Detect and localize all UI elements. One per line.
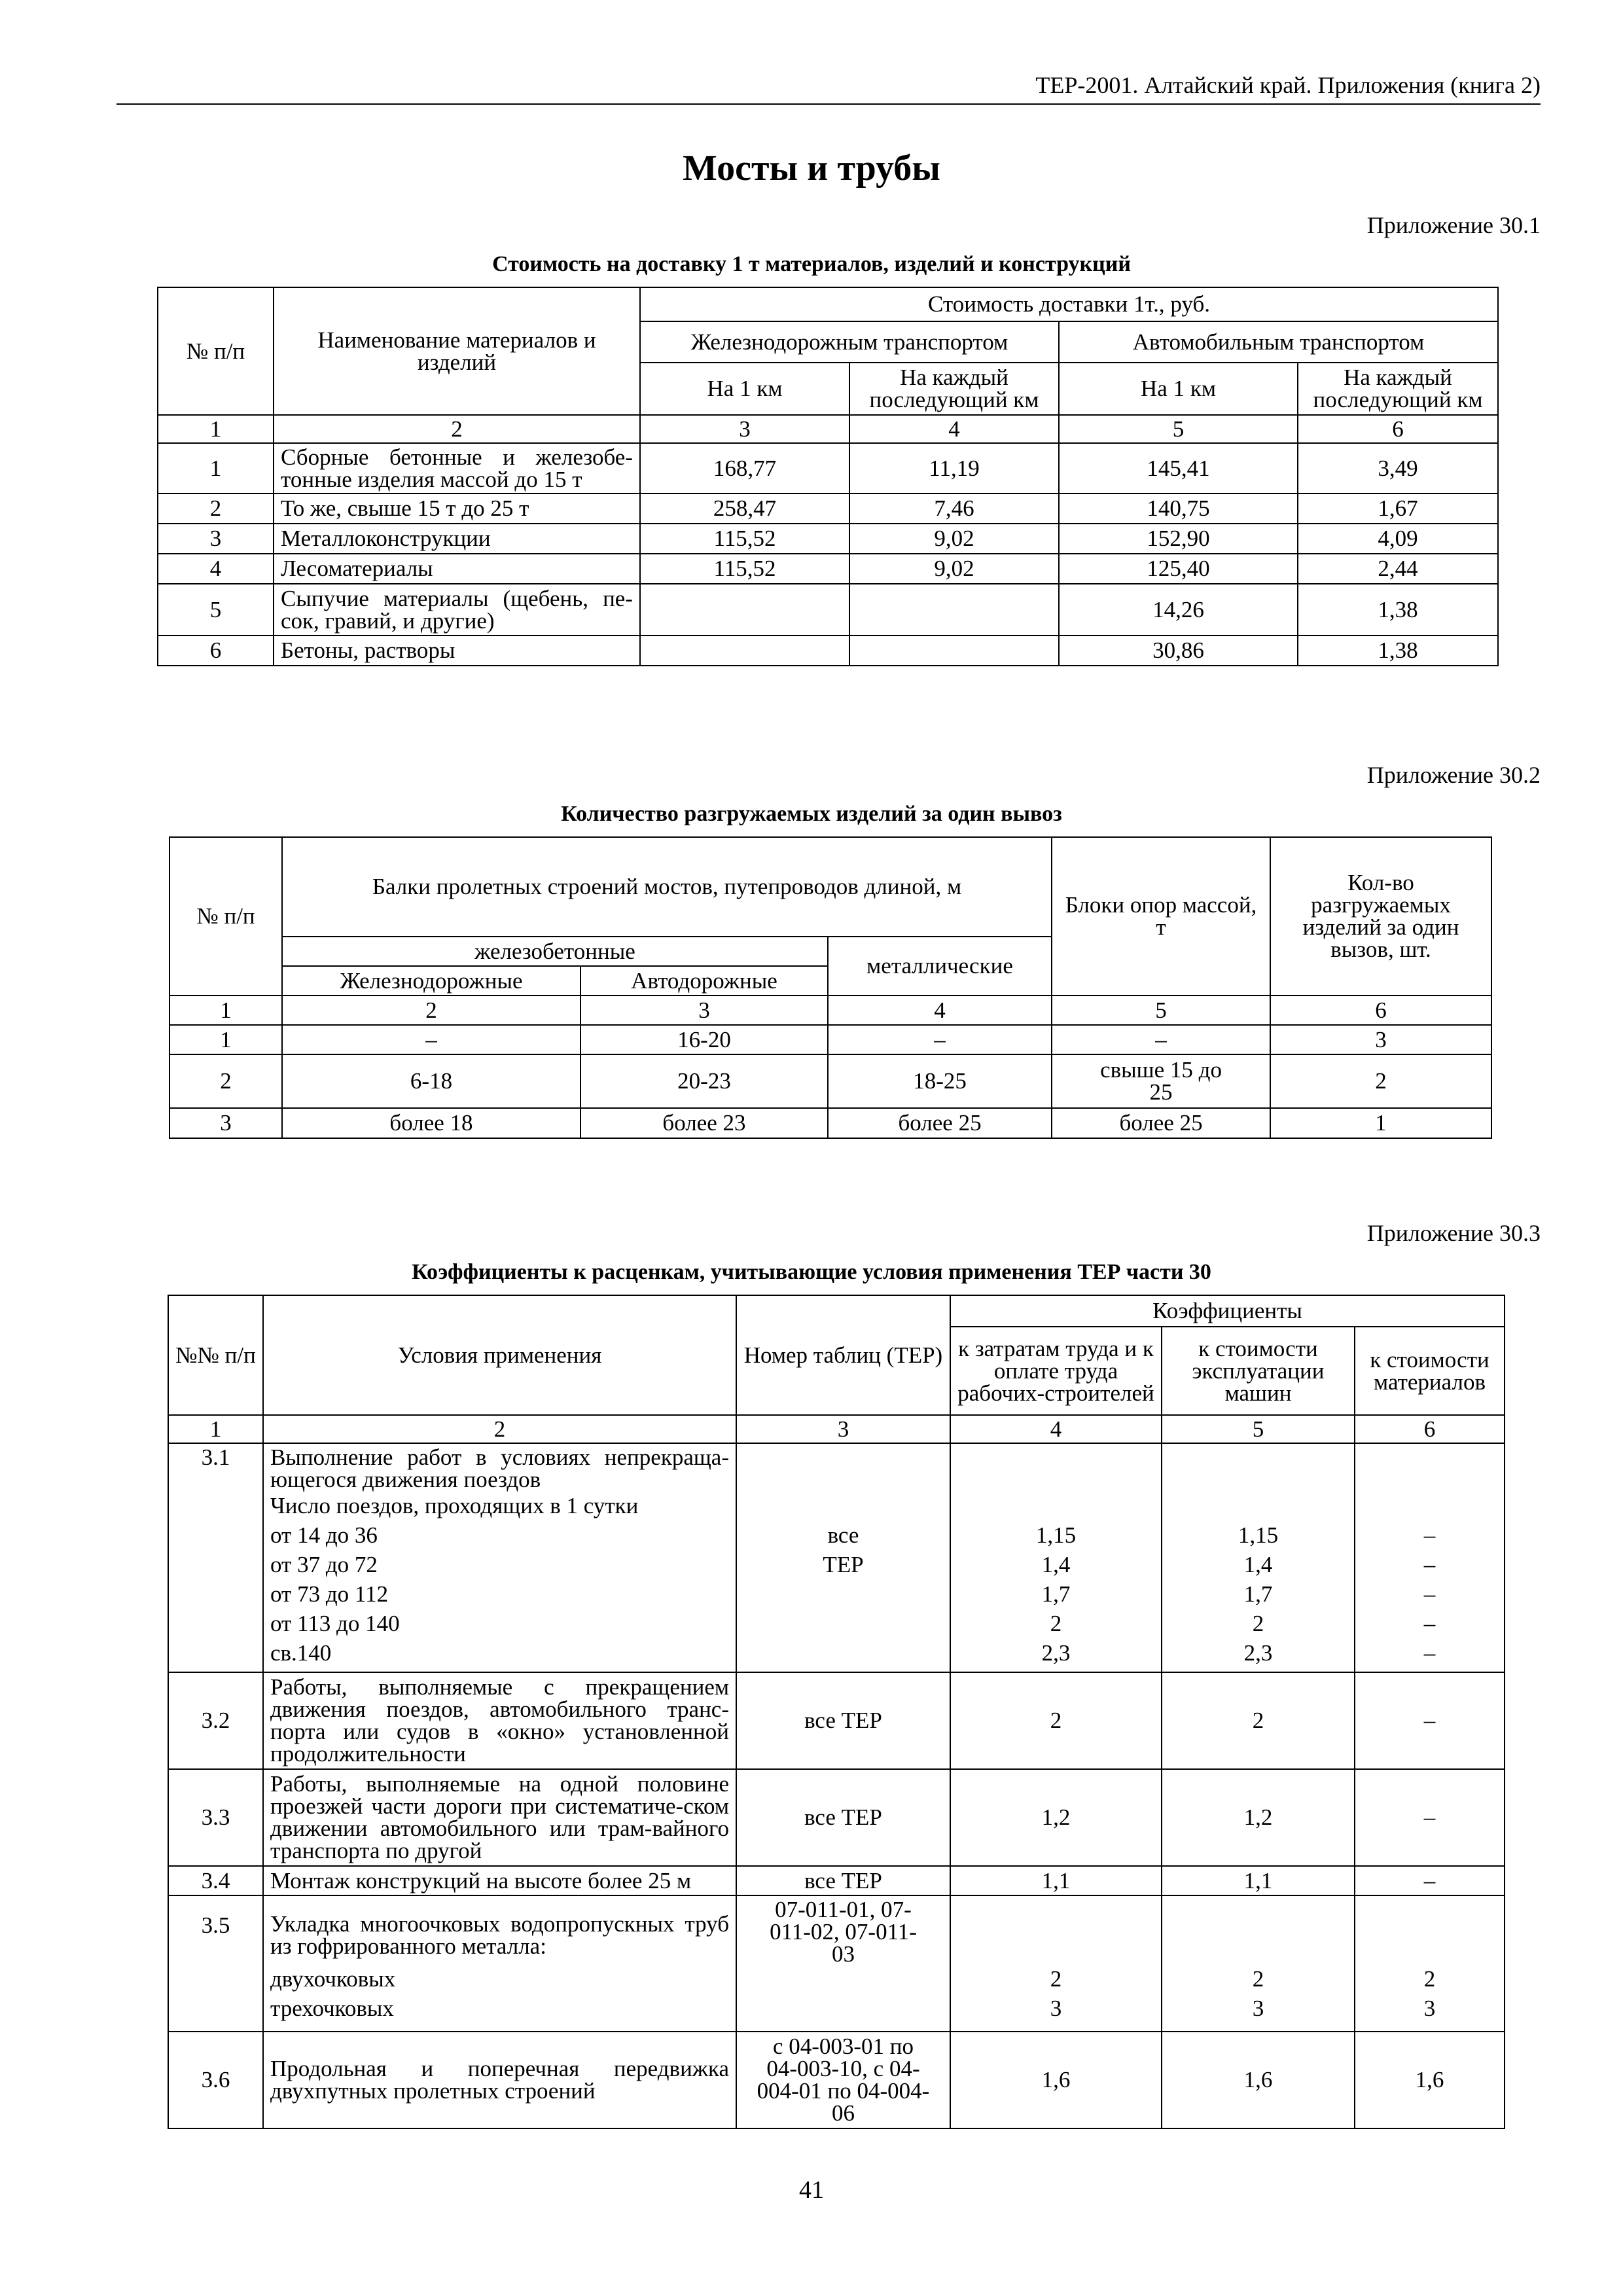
labor-cell [950,1895,1162,2032]
header-machines: к стоимости эксплуатации машин [1162,1327,1355,1415]
materials-cell [1355,1895,1505,2032]
table-row [168,1769,1505,1866]
unload-count: 3 [1270,1025,1491,1054]
materials-coef: – [1423,1522,1436,1548]
col-number: 6 [1355,1415,1505,1443]
labor-coef: 1,7 [1041,1581,1071,1607]
row-num: 5 [158,584,274,636]
condition-text: Работы, выполняемые с прекращением движения поездов, автомобильного транс-порта или судов в «окно» установленной продолжительности [263,1672,736,1769]
header-cost: Стоимость доставки 1т., руб. [640,287,1498,321]
col-number: 2 [282,996,580,1025]
materials-coef: – [1355,1769,1505,1866]
header-conditions: Условия применения [263,1295,736,1415]
machines-cell [1162,1895,1355,2032]
col-number: 2 [274,415,640,443]
materials-coef: 2 [1423,1966,1436,1992]
labor-coef: 2 [1050,1966,1062,1992]
railway-length: – [282,1025,580,1054]
header-railway: Железнодорожные [282,966,580,996]
header-auto-each-km: На каждый последующий км [1298,363,1498,415]
auto-each-km: 3,49 [1298,443,1498,493]
rail-per-km: 168,77 [640,443,849,493]
running-header: ТЕР-2001. Алтайский край. Приложения (книга 2) [1035,72,1541,98]
auto-per-km: 152,90 [1059,524,1298,554]
metal-length: 18-25 [828,1054,1052,1108]
machines-coef: 1,4 [1243,1552,1273,1577]
page-title: Мосты и трубы [682,148,941,188]
pipe-type: трехочковых [270,1996,394,2021]
labor-coef: 2,3 [1041,1640,1071,1666]
material-name: Сыпучие материалы (щебень, пе-сок, гравий, и другие) [274,584,640,636]
machines-coef: 1,1 [1162,1866,1355,1895]
auto-each-km: 1,38 [1298,584,1498,636]
conditions-cell [263,1443,736,1672]
table-row [168,1672,1505,1769]
col-number: 6 [1298,415,1498,443]
row-num: 3.6 [168,2032,263,2128]
rail-each-km: 9,02 [849,554,1059,584]
pipe-type: двухочковых [270,1966,396,1992]
table-number: 07-011-01, 07-011-02, 07-011-03 [736,1895,950,2032]
labor-coef: 1,1 [950,1866,1162,1895]
material-name: Сборные бетонные и железобе-тонные изделия массой до 15 т [274,443,640,493]
row-num: 2 [169,1054,282,1108]
condition-subheading: Число поездов, проходящих в 1 сутки [270,1493,639,1518]
condition-text: Продольная и поперечная передвижка двухпутных пролетных строений [263,2032,736,2128]
labor-coef: 2 [950,1672,1162,1769]
header-blocks: Блоки опор массой, т [1052,837,1270,996]
table-number: ТЕР [823,1552,864,1577]
labor-coef: 3 [1050,1996,1062,2021]
header-metal: металлические [828,937,1052,996]
table-number: все [827,1522,859,1548]
row-num: 3.5 [168,1895,263,2032]
table-number: все ТЕР [736,1866,950,1895]
train-range: от 37 до 72 [270,1552,378,1577]
unload-count: 2 [1270,1054,1491,1108]
auto-each-km: 4,09 [1298,524,1498,554]
col-number: 3 [640,415,849,443]
railway-length: более 18 [282,1108,580,1138]
header-count: Кол-во разгружаемых изделий за один вызов, шт. [1270,837,1491,996]
header-auto: Автомобильным транспортом [1059,321,1498,363]
row-num: 1 [158,443,274,493]
auto-per-km: 30,86 [1059,636,1298,666]
col-number: 5 [1059,415,1298,443]
rail-per-km: 258,47 [640,493,849,524]
train-range: от 73 до 112 [270,1581,389,1607]
table-row [168,1866,1505,1895]
column-number-row [158,415,1498,443]
table-number: все ТЕР [736,1672,950,1769]
rail-each-km: 9,02 [849,524,1059,554]
metal-length: более 25 [828,1108,1052,1138]
auto-each-km: 1,38 [1298,636,1498,666]
train-range: от 14 до 36 [270,1522,378,1548]
material-name: Бетоны, растворы [274,636,640,666]
rail-each-km [849,584,1059,636]
coefficients-table [168,1295,1505,2129]
condition-text: Работы, выполняемые на одной половине проезжей части дороги при систематиче-ском движении автомобильного или трам-вайного транспорта по другой [263,1769,736,1866]
header-road: Автодорожные [580,966,828,996]
machines-coef: 2 [1162,1672,1355,1769]
auto-per-km: 145,41 [1059,443,1298,493]
column-number-row [169,996,1491,1025]
table-row [168,1895,1505,2032]
material-name: Металлоконструкции [274,524,640,554]
rail-each-km: 11,19 [849,443,1059,493]
appendix-30-3-label: Приложение 30.3 [1366,1220,1541,1246]
auto-each-km: 1,67 [1298,493,1498,524]
labor-coef: 1,6 [950,2032,1162,2128]
header-rail: Железнодорожным транспортом [640,321,1059,363]
header-reinforced-concrete: железобетонные [282,937,828,966]
header-num: № п/п [158,287,274,415]
auto-per-km: 140,75 [1059,493,1298,524]
labor-coef: 2 [1050,1611,1062,1636]
block-mass: свыше 15 до 25 [1052,1054,1270,1108]
train-range: от 113 до 140 [270,1611,400,1636]
unloading-table [169,836,1492,1139]
table-row [168,2032,1505,2128]
col-number: 1 [169,996,282,1025]
col-number: 4 [849,415,1059,443]
row-num: 1 [169,1025,282,1054]
condition-text: Монтаж конструкций на высоте более 25 м [263,1866,736,1895]
col-number: 1 [168,1415,263,1443]
col-number: 5 [1052,996,1270,1025]
railway-length: 6-18 [282,1054,580,1108]
header-materials: к стоимости материалов [1355,1327,1505,1415]
col-number: 4 [828,996,1052,1025]
table-row [169,1025,1491,1054]
table-row [158,584,1498,636]
table-row [158,443,1498,493]
machines-coef: 1,7 [1243,1581,1273,1607]
machines-cell [1162,1443,1355,1672]
metal-length: – [828,1025,1052,1054]
appendix-30-3-title: Коэффициенты к расценкам, учитывающие условия применения ТЕР части 30 [412,1260,1211,1284]
row-num: 2 [158,493,274,524]
materials-cell [1355,1443,1505,1672]
col-number: 1 [158,415,274,443]
table-row [158,493,1498,524]
header-rail-per-km: На 1 км [640,363,849,415]
road-length: более 23 [580,1108,828,1138]
rail-per-km: 115,52 [640,524,849,554]
materials-coef: – [1355,1866,1505,1895]
rail-per-km [640,636,849,666]
table-row [158,636,1498,666]
labor-cell [950,1443,1162,1672]
table-row [168,1443,1505,1672]
header-coefficients: Коэффициенты [950,1295,1505,1327]
row-num: 3 [169,1108,282,1138]
rail-per-km [640,584,849,636]
appendix-30-2-title: Количество разгружаемых изделий за один вывоз [561,802,1062,826]
machines-coef: 3 [1252,1996,1264,2021]
materials-coef: 3 [1423,1996,1436,2021]
material-name: То же, свыше 15 т до 25 т [274,493,640,524]
auto-per-km: 14,26 [1059,584,1298,636]
header-beams: Балки пролетных строений мостов, путепроводов длиной, м [282,837,1052,937]
table-number: с 04-003-01 по 04-003-10, с 04-004-01 по 04-004-06 [736,2032,950,2128]
block-mass: более 25 [1052,1108,1270,1138]
header-name: Наименование материалов и изделий [274,287,640,415]
header-num: №№ п/п [168,1295,263,1415]
appendix-30-1-title: Стоимость на доставку 1 т материалов, изделий и конструкций [492,252,1131,276]
row-num: 3.4 [168,1866,263,1895]
appendix-30-2-label: Приложение 30.2 [1366,762,1541,788]
col-number: 6 [1270,996,1491,1025]
material-name: Лесоматериалы [274,554,640,584]
materials-coef: – [1423,1581,1436,1607]
auto-each-km: 2,44 [1298,554,1498,584]
materials-coef: 1,6 [1355,2032,1505,2128]
table-row [169,1054,1491,1108]
row-num: 6 [158,636,274,666]
unload-count: 1 [1270,1108,1491,1138]
road-length: 16-20 [580,1025,828,1054]
block-mass: – [1052,1025,1270,1054]
column-number-row [168,1415,1505,1443]
table-row [158,524,1498,554]
train-range: св.140 [270,1640,332,1666]
col-number: 2 [263,1415,736,1443]
materials-coef: – [1423,1640,1436,1666]
table-numbers-cell [736,1443,950,1672]
table-row [169,1108,1491,1138]
materials-coef: – [1423,1552,1436,1577]
header-num: № п/п [169,837,282,996]
rail-per-km: 115,52 [640,554,849,584]
row-num: 3.2 [168,1672,263,1769]
row-num: 3.1 [168,1443,263,1672]
materials-coef: – [1423,1611,1436,1636]
delivery-cost-table [157,287,1499,666]
materials-coef: – [1355,1672,1505,1769]
header-auto-per-km: На 1 км [1059,363,1298,415]
col-number: 4 [950,1415,1162,1443]
page-number: 41 [799,2176,824,2204]
labor-coef: 1,4 [1041,1552,1071,1577]
road-length: 20-23 [580,1054,828,1108]
header-table-numbers: Номер таблиц (ТЕР) [736,1295,950,1415]
table-row [158,554,1498,584]
row-num: 3 [158,524,274,554]
machines-coef: 1,6 [1162,2032,1355,2128]
machines-coef: 2 [1252,1966,1264,1992]
row-num: 3.3 [168,1769,263,1866]
labor-coef: 1,15 [1035,1522,1077,1548]
table-number: все ТЕР [736,1769,950,1866]
machines-coef: 1,15 [1238,1522,1279,1548]
condition-heading: Укладка многоочковых водопропускных труб из гофрированного металла: [270,1911,729,1959]
header-rail-each-km: На каждый последующий км [849,363,1059,415]
col-number: 3 [580,996,828,1025]
rail-each-km: 7,46 [849,493,1059,524]
appendix-30-1-label: Приложение 30.1 [1366,212,1541,238]
col-number: 5 [1162,1415,1355,1443]
row-num: 4 [158,554,274,584]
col-number: 3 [736,1415,950,1443]
conditions-cell [263,1895,736,2032]
labor-coef: 1,2 [950,1769,1162,1866]
header-labor: к затратам труда и к оплате труда рабочих-строителей [950,1327,1162,1415]
machines-coef: 2 [1252,1611,1264,1636]
machines-coef: 1,2 [1162,1769,1355,1866]
condition-heading: Выполнение работ в условиях непрекраща-ющегося движения поездов [270,1444,729,1492]
rail-each-km [849,636,1059,666]
header-rule [116,103,1541,105]
machines-coef: 2,3 [1243,1640,1273,1666]
auto-per-km: 125,40 [1059,554,1298,584]
